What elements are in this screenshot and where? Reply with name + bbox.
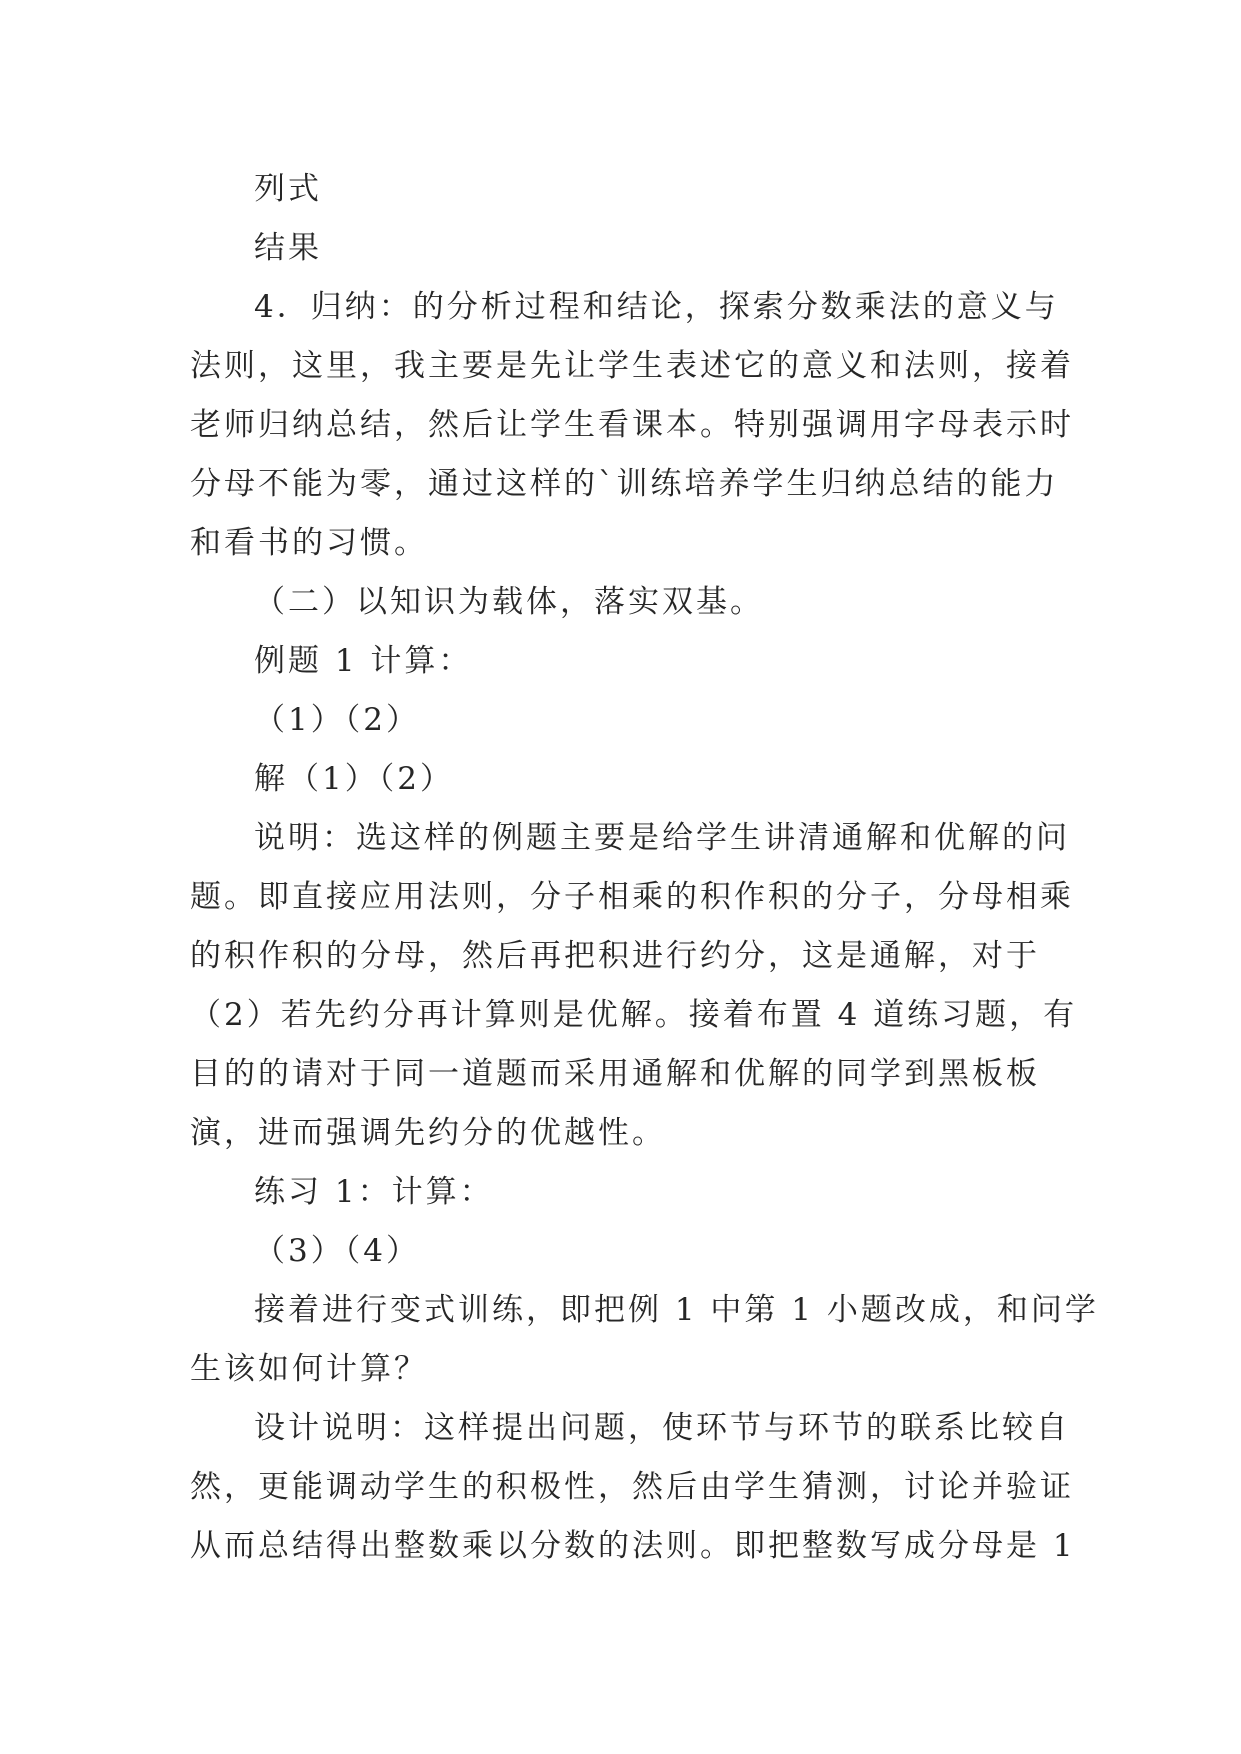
text-line: 解（1）（2）: [254, 761, 454, 797]
text-line: 说明：选这样的例题主要是给学生讲清通解和优解的问: [254, 820, 1070, 856]
text-line: 分母不能为零，通过这样的`训练培养学生归纳总结的能力: [190, 466, 1059, 502]
text-line: 列式: [254, 171, 322, 207]
text-line: 目的的请对于同一道题而采用通解和优解的同学到黑板板: [190, 1056, 1040, 1092]
text-line: 然，更能调动学生的积极性，然后由学生猜测，讨论并验证: [190, 1469, 1074, 1505]
document-body: [190, 160, 1099, 1576]
text-line: 例题 1 计算：: [254, 643, 473, 679]
text-line: 和看书的习惯。: [190, 525, 428, 561]
text-line: 设计说明：这样提出问题，使环节与环节的联系比较自: [254, 1410, 1070, 1446]
text-line: 从而总结得出整数乘以分数的法则。即把整数写成分母是 1: [190, 1528, 1076, 1564]
text-line: 练习 1：计算：: [254, 1174, 494, 1210]
text-line: 的积作积的分母，然后再把积进行约分，这是通解，对于: [190, 938, 1040, 974]
text-line: 接着进行变式训练，即把例 1 中第 1 小题改成，和问学: [254, 1292, 1099, 1328]
text-line: 老师归纳总结，然后让学生看课本。特别强调用字母表示时: [190, 407, 1074, 443]
text-line: （2）若先约分再计算则是优解。接着布置 4 道练习题，有: [190, 997, 1078, 1033]
text-line: 结果: [254, 230, 322, 266]
section-heading: （二）以知识为载体，落实双基。: [254, 584, 764, 620]
text-line: 题。即直接应用法则，分子相乘的积作积的分子，分母相乘: [190, 879, 1074, 915]
text-line: 生该如何计算？: [190, 1351, 428, 1387]
text-line: 4．归纳：的分析过程和结论，探索分数乘法的意义与: [254, 289, 1059, 325]
text-line: （1）（2）: [254, 702, 420, 738]
text-line: 演，进而强调先约分的优越性。: [190, 1115, 666, 1151]
text-line: 法则，这里，我主要是先让学生表述它的意义和法则，接着: [190, 348, 1074, 384]
text-line: （3）（4）: [254, 1233, 420, 1269]
